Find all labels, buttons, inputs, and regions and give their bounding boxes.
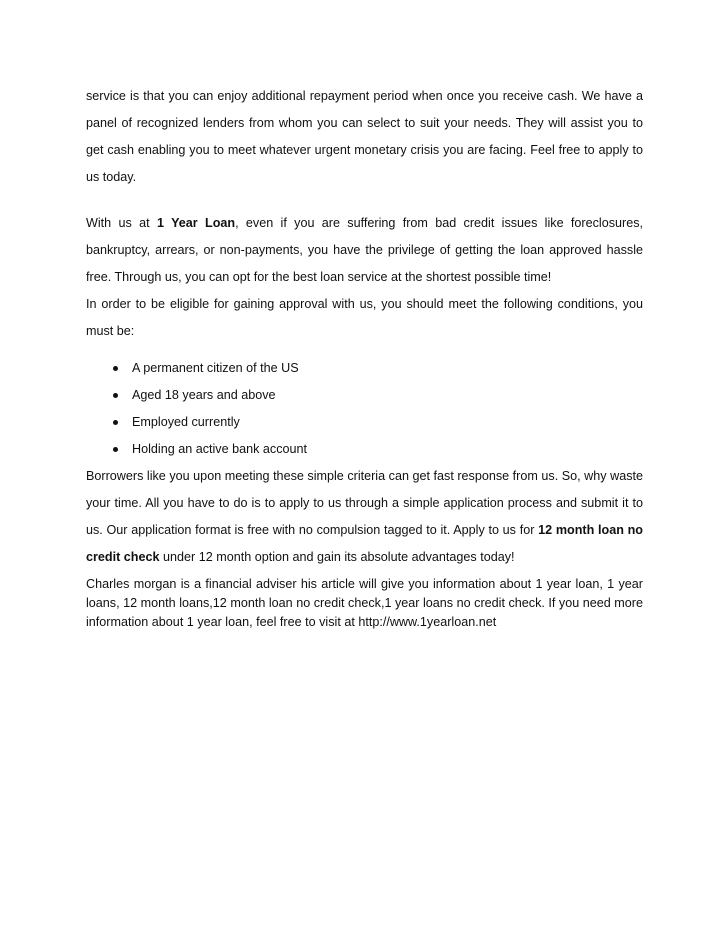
paragraph-borrowers: [86, 463, 643, 571]
paragraph-borrowers-lead: Borrowers like you upon meeting these simple criteria can get fast response from us. So, why waste your time. All you have to do is to apply to us through a simple application process and submit it to us. Our application format is free with no compulsion tagged to it. Apply to us for: [86, 469, 643, 537]
brand-name-bold: 1 Year Loan: [156, 216, 236, 230]
list-item: Holding an active bank account: [113, 436, 643, 463]
paragraph-bad-credit-rest: , even if you are suffering from bad credit issues like foreclosures, bankruptcy, arrears, or non-payments, you have the privilege of getting the loan approved hassle free. Through us, you can opt for the best loan service at the shortest possible time!: [86, 216, 643, 284]
paragraph-author-bio: Charles morgan is a financial adviser his article will give you information about 1 year loan, 1 year loans, 12 month loans,12 month loan no credit check,1 year loans no credit check. If you need more information about 1 year loan, feel free to visit at http://www.1yearloan.net: [86, 577, 643, 629]
conditions-list: [86, 355, 643, 463]
paragraph-spacer: [86, 191, 643, 210]
paragraph-spacer: [86, 345, 643, 355]
paragraph-borrowers-rest: under 12 month option and gain its absolute advantages today!: [159, 550, 515, 564]
loan-product-bold: 12 month loan no credit check: [86, 523, 643, 564]
list-item: A permanent citizen of the US: [113, 355, 643, 382]
paragraph-bad-credit: [86, 210, 643, 291]
list-item: Employed currently: [113, 409, 643, 436]
paragraph-eligibility: In order to be eligible for gaining approval with us, you should meet the following conditions, you must be:: [86, 297, 643, 338]
paragraph-service: service is that you can enjoy additional repayment period when once you receive cash. We have a panel of recognized lenders from whom you can select to suit your needs. They will assist you to get cash enabling you to meet whatever urgent monetary crisis you are facing. Feel free to apply to us today.: [86, 89, 643, 184]
list-item: Aged 18 years and above: [113, 382, 643, 409]
paragraph-bad-credit-lead: With us at: [86, 216, 157, 230]
document-page: [86, 83, 643, 632]
